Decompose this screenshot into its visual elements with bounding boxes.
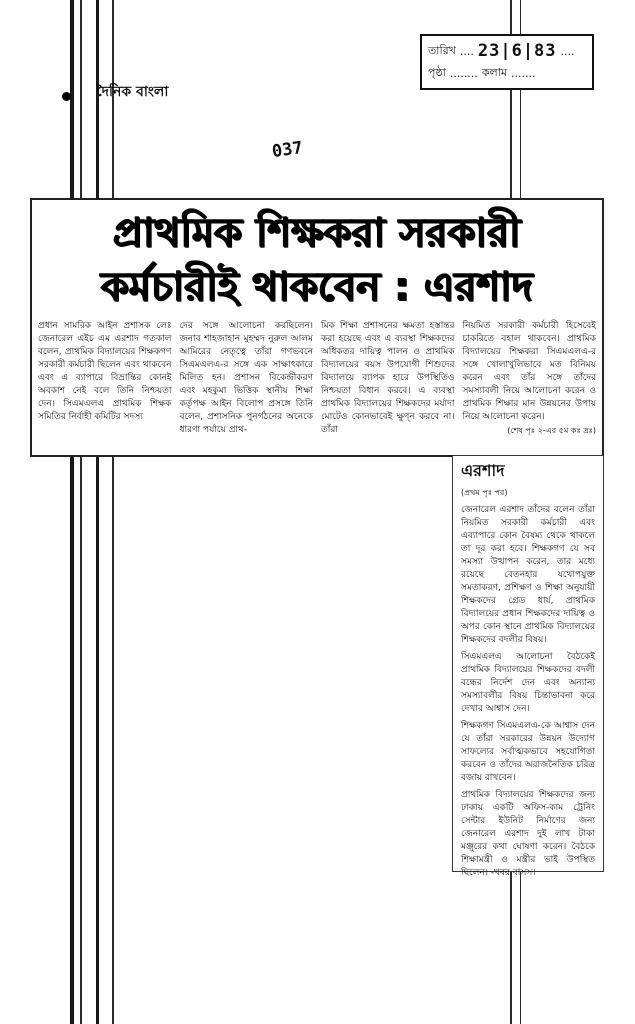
stamp-date-label: তারিখ — [428, 43, 456, 57]
scan-streak — [112, 0, 114, 1024]
continuation-paragraph: সিএমএলএ আলোচনা বৈঠকেই প্রাথমিক বিদ্যালয়ের শিক্ষকদের বদলী বন্ধের নির্দেশ দেন এবং অন্যান্য সমস্যাবলীর বিষয় চিন্তাভাবনা করে দেখার আশ্বাস দেন। — [461, 652, 595, 714]
newspaper-name: দৈনিক বাংলা — [96, 84, 169, 100]
stamp-page-label: পৃষ্ঠা — [428, 65, 446, 79]
continued-ref: (শেষ পৃঃ ২-এর ৫ম কঃ দ্রঃ) — [507, 426, 596, 435]
continuation-heading: এরশাদ — [461, 461, 505, 480]
article-columns — [38, 320, 596, 451]
headline-line-1: প্রাথমিক শিক্ষকরা সরকারী — [113, 210, 521, 256]
news-clipping — [30, 198, 604, 457]
article-column-2: দের সঙ্গে আলোচনা করছিলেন। জনাব শাহজাহান মুহম্মদ নুরুল আলম আমিরের নেতৃত্বে তাঁরা গণভবনে সিএমএলএ-র সঙ্গে এক সাক্ষাৎকারে মিলিত হন। প্রশাসন বিকেন্দ্রীকরণ এবং মহকুমা ভিত্তিক স্থানীয় শিক্ষা কর্তৃপক্ষ আইন বিলোপ প্রসঙ্গে তিনি বলেন, প্রশাসনিক পুনর্গঠনের অনেকে ধারণা পর্যায়ে প্রাথ- — [179, 321, 313, 435]
continuation-paragraph: প্রাথমিক বিদ্যালয়ের শিক্ষকদের জন্য ঢাকায় একটি অফিস-কাম ট্রেনিং সেন্টার ইউনিট নির্মাণের জন্য জেনারেল এরশাদ দুই লাখ টাকা মঞ্জুরের কথা ঘোষণা করেন। বৈঠকে শিক্ষামন্ত্রী ও মন্ত্রীর ভাই উপস্থিত ছিলেন। -খবর বাসস। — [461, 790, 595, 878]
scan-streak — [80, 0, 82, 1024]
article-column-3: মিক শিক্ষা প্রশাসনের ক্ষমতা হস্তান্তর করা হয়েছে এবং এ ব্যবস্থা শিক্ষকদের অধিকতর দায়িত্ব পালন ও প্রাথমিক বিদ্যালয়ের বয়স উপযোগী শিশুদের বিদ্যালয়ে ব্যাপক হারে উপস্থিতিও নিশ্চয়তা বিধান করবে। এ ব্যবস্থা প্রাথমিক বিদ্যালয়ের শিক্ষকদের মর্যাদা মোটেও কোনভাবেই ক্ষুণ্ন করবে না। তাঁরা — [321, 321, 455, 435]
continuation-paragraph: জেনারেল এরশাদ তাঁদের বলেন তাঁরা নিয়মিত সরকারী কর্মচারী এবং এব্যাপারে কোন বৈষম্য থেকে থাকলে তা দূর করা হবে। শিক্ষকগণ যে সব সমস্যা উত্থাপন করেন, তার মধ্যে রয়েছে বেতনহার যথোপযুক্ত সমতাকরণ, প্রশিক্ষণ ও শিক্ষা অনুযায়ী শিক্ষকদের গ্রেড ধার্য, প্রাথমিক বিদ্যালয়ের প্রধান শিক্ষকদের দায়িত্ব ও অপর কোন স্থানে প্রাথমিক বিদ্যালয়ের শিক্ষকদের বদলীর বিষয়। — [461, 505, 595, 645]
scan-streak — [70, 0, 74, 1024]
continuation-paragraph: শিক্ষকগণ সিএমএলএ-কে আশ্বাস দেন যে তাঁরা সরকারের উন্নয়ন উদ্যোগ সাফল্যের সর্বাত্মকভাবে সহযোগিতা করবেন ও তাঁদের অরাজনৈতিক চরিত্র বজায় রাখবেন। — [461, 721, 595, 783]
continuation-clipping — [452, 455, 604, 878]
article-column-4-text: নিয়মিত সরকারী কর্মচারী হিসেবেই চাকরিতে বহাল থাকবেন। প্রাথমিক বিদ্যালয়ের শিক্ষকরা সিএমএলএ-র সঙ্গে খোলাখুলিভাবে মত বিনিময় করেন এবং তাঁর সঙ্গে তাঁদের সমস্যাবলী নিয়ে আলোচনা করেন ও প্রাথমিক শিক্ষার মান উন্নয়নের উপায় নিয়ে আলোচনা করেন। — [462, 321, 596, 422]
headline-line-2: কর্মচারীই থাকবেন : এরশাদ — [101, 264, 533, 310]
article-column-1: প্রধান সামরিক আইন প্রশাসক লেঃ জেনারেল এইচ এম এরশাদ গতকাল বলেন, প্রাথমিক বিদ্যালয়ের শিক্ষকগণ সরকারী কর্মচারী ছিলেন এবং থাকবেন এবং এ ব্যাপারে বিভ্রান্তির কোনই অবকাশ নেই বলে তিনি নিশ্চয়তা দেন। সিএমএলএ প্রাথমিক শিক্ষক সমিতির নির্বাহী কমিটির সদস্য — [38, 321, 172, 422]
bullet-mark — [62, 92, 71, 101]
archive-stamp — [420, 34, 594, 90]
continuation-ref: (প্রথম পৃঃ পর) — [461, 488, 508, 497]
stamp-date-value: 23|6|83 — [477, 41, 557, 61]
headline — [42, 206, 592, 318]
stamp-column-label: কলাম — [481, 65, 508, 79]
stamp-page-row: পৃষ্ঠা ........ কলাম ....... — [428, 62, 586, 84]
scan-streak — [96, 0, 99, 1024]
serial-number: 037 — [270, 137, 304, 163]
article-column-4 — [463, 320, 597, 451]
stamp-date-row: তারিখ .... 23|6|83 .... — [428, 41, 575, 61]
continuation-body — [453, 500, 603, 888]
